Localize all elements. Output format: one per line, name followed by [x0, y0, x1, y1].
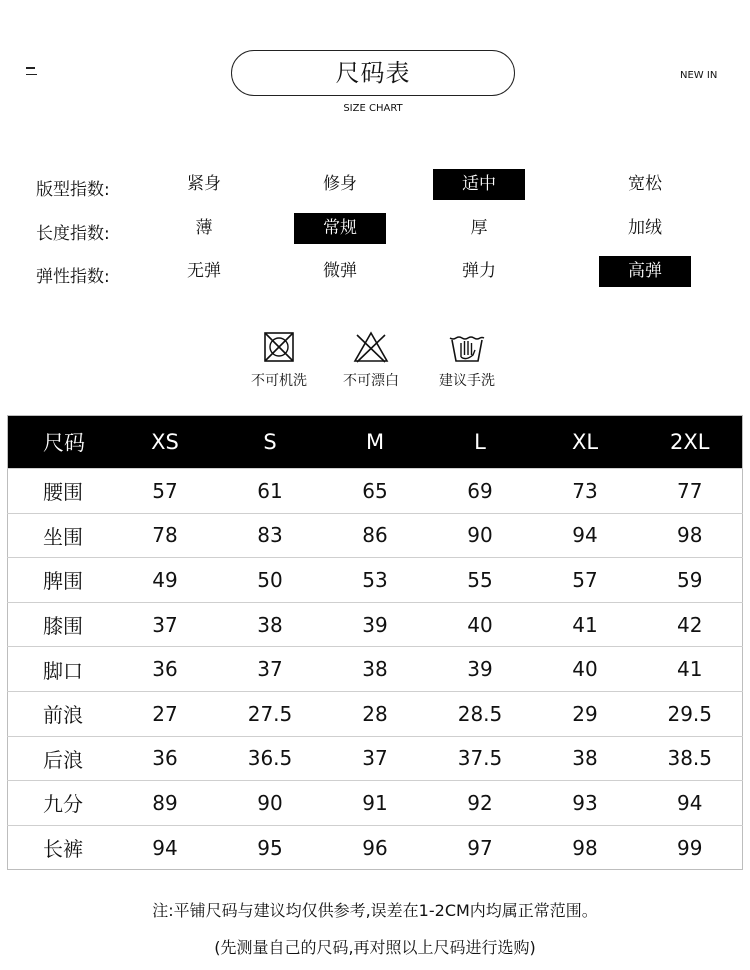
fit-option-regular-selected: 适中 — [433, 169, 525, 200]
measurement-value: 94 — [113, 825, 218, 870]
measurement-value: 69 — [428, 469, 533, 514]
measurement-value: 37 — [218, 647, 323, 692]
measurement-value: 29 — [533, 691, 638, 736]
footnote: 注:平铺尺码与建议均仅供参考,误差在1-2CM内均属正常范围。 — [152, 901, 598, 920]
thickness-option-regular-selected: 常规 — [294, 213, 386, 244]
measurement-name: 腰围 — [8, 469, 113, 514]
measurement-value: 57 — [533, 558, 638, 603]
thickness-index-label: 长度指数: — [36, 224, 110, 244]
page-subtitle: SIZE CHART — [343, 103, 403, 114]
measurement-value: 99 — [638, 825, 743, 870]
footnote-instruction: (先测量自己的尺码,再对照以上尺码进行选购) — [214, 938, 536, 957]
measurement-value: 42 — [638, 602, 743, 647]
measurement-value: 36.5 — [218, 736, 323, 781]
measurement-value: 97 — [428, 825, 533, 870]
measurement-value: 27 — [113, 691, 218, 736]
measurement-value: 39 — [428, 647, 533, 692]
measurement-value: 91 — [323, 781, 428, 826]
measurement-value: 90 — [428, 513, 533, 558]
measurement-value: 59 — [638, 558, 743, 603]
table-row — [8, 691, 743, 736]
measurement-value: 41 — [638, 647, 743, 692]
measurement-name: 坐围 — [8, 513, 113, 558]
fit-option-tight: 紧身 — [187, 174, 221, 194]
measurement-value: 90 — [218, 781, 323, 826]
measurement-name: 脚口 — [8, 647, 113, 692]
column-header: XL — [533, 416, 638, 469]
care-label: 不可机洗 — [251, 373, 307, 389]
measurement-value: 86 — [323, 513, 428, 558]
measurement-value: 98 — [638, 513, 743, 558]
measurement-value: 28 — [323, 691, 428, 736]
care-no-bleach — [326, 330, 416, 390]
measurement-value: 29.5 — [638, 691, 743, 736]
no-bleach-icon — [352, 330, 390, 364]
table-row — [8, 825, 743, 870]
measurement-value: 94 — [533, 513, 638, 558]
new-in-label: NEW IN — [680, 70, 718, 81]
measurement-value: 28.5 — [428, 691, 533, 736]
stretch-option-slight: 微弹 — [323, 261, 357, 281]
stretch-option-stretch: 弹力 — [462, 261, 496, 281]
measurement-value: 39 — [323, 602, 428, 647]
table-row — [8, 736, 743, 781]
measurement-value: 83 — [218, 513, 323, 558]
care-no-machine-wash — [234, 330, 324, 390]
measurement-value: 40 — [428, 602, 533, 647]
measurement-value: 73 — [533, 469, 638, 514]
page-title: 尺码表 — [231, 50, 515, 96]
measurement-value: 36 — [113, 647, 218, 692]
measurement-value: 92 — [428, 781, 533, 826]
column-header: L — [428, 416, 533, 469]
measurement-value: 98 — [533, 825, 638, 870]
measurement-name: 脾围 — [8, 558, 113, 603]
care-label: 不可漂白 — [343, 373, 399, 389]
measurement-value: 38 — [323, 647, 428, 692]
size-chart-table — [7, 415, 743, 870]
measurement-value: 89 — [113, 781, 218, 826]
measurement-value: 37 — [323, 736, 428, 781]
measurement-value: 93 — [533, 781, 638, 826]
thickness-option-thick: 厚 — [470, 218, 488, 238]
column-header: S — [218, 416, 323, 469]
stretch-option-none: 无弹 — [187, 261, 221, 281]
column-header: XS — [113, 416, 218, 469]
measurement-value: 40 — [533, 647, 638, 692]
table-row — [8, 781, 743, 826]
table-row — [8, 558, 743, 603]
measurement-value: 94 — [638, 781, 743, 826]
measurement-value: 57 — [113, 469, 218, 514]
care-hand-wash — [422, 330, 512, 390]
care-label: 建议手洗 — [439, 373, 495, 389]
measurement-value: 61 — [218, 469, 323, 514]
measurement-value: 95 — [218, 825, 323, 870]
measurement-value: 77 — [638, 469, 743, 514]
measurement-value: 50 — [218, 558, 323, 603]
measurement-value: 38 — [218, 602, 323, 647]
column-header: M — [323, 416, 428, 469]
measurement-name: 长裤 — [8, 825, 113, 870]
stretch-option-high-selected: 高弹 — [599, 256, 691, 287]
fit-option-loose: 宽松 — [628, 174, 662, 194]
thickness-option-fleece: 加绒 — [628, 218, 662, 238]
stretch-index-label: 弹性指数: — [36, 267, 110, 287]
measurement-name: 后浪 — [8, 736, 113, 781]
measurement-value: 65 — [323, 469, 428, 514]
column-header: 尺码 — [8, 416, 113, 469]
table-header-row — [8, 416, 743, 469]
measurement-value: 55 — [428, 558, 533, 603]
hand-wash-icon — [447, 330, 487, 364]
measurement-value: 53 — [323, 558, 428, 603]
table-row — [8, 647, 743, 692]
table-row — [8, 513, 743, 558]
measurement-name: 九分 — [8, 781, 113, 826]
measurement-name: 膝围 — [8, 602, 113, 647]
table-row — [8, 602, 743, 647]
table-row — [8, 469, 743, 514]
measurement-value: 78 — [113, 513, 218, 558]
measurement-value: 49 — [113, 558, 218, 603]
measurement-name: 前浪 — [8, 691, 113, 736]
measurement-value: 41 — [533, 602, 638, 647]
measurement-value: 27.5 — [218, 691, 323, 736]
fit-option-slim: 修身 — [323, 174, 357, 194]
measurement-value: 36 — [113, 736, 218, 781]
fit-index-label: 版型指数: — [36, 180, 110, 200]
thickness-option-thin: 薄 — [195, 218, 213, 238]
measurement-value: 37 — [113, 602, 218, 647]
menu-icon[interactable] — [26, 67, 36, 77]
measurement-value: 38.5 — [638, 736, 743, 781]
measurement-value: 96 — [323, 825, 428, 870]
measurement-value: 38 — [533, 736, 638, 781]
measurement-value: 37.5 — [428, 736, 533, 781]
column-header: 2XL — [638, 416, 743, 469]
no-machine-wash-icon — [262, 330, 296, 364]
